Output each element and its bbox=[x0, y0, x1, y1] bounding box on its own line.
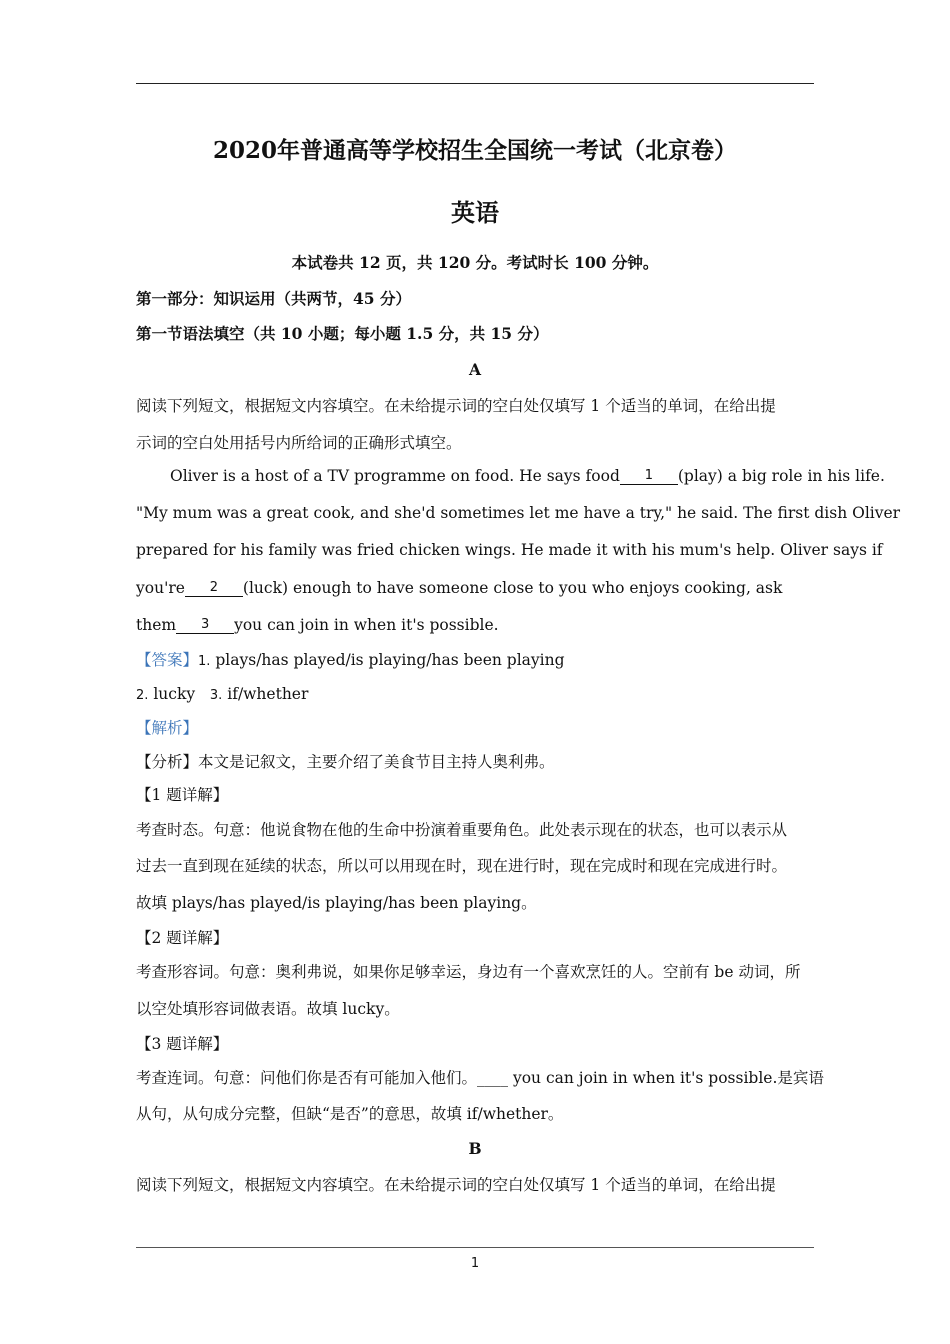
exam-info: 本试卷共 12 页，共 120 分。考试时长 100 分钟。 bbox=[291, 253, 659, 272]
passage-text: you can join in when it's possible. bbox=[234, 616, 499, 634]
answer-2: lucky bbox=[153, 685, 196, 703]
passage-b-label: B bbox=[468, 1139, 482, 1158]
analysis-summary: 【分析】本文是记叙文，主要介绍了美食节目主持人奥利弗。 bbox=[136, 753, 555, 771]
answer-line-1 bbox=[136, 650, 814, 672]
answer-number-3: 3. bbox=[209, 688, 223, 703]
q3-heading: 【3 题详解】 bbox=[136, 1035, 229, 1053]
q1-explanation-2: 过去一直到现在延续的状态，所以可以用现在时，现在进行时，现在完成时和现在完成进行时。 bbox=[136, 857, 788, 875]
analysis-tag: 【解析】 bbox=[136, 719, 199, 737]
passage-a-line-2: "My mum was a great cook, and she'd sometimes let me have a try," he said. The first dish Oliver bbox=[136, 504, 901, 522]
answer-number-2: 2. bbox=[136, 688, 149, 703]
answer-number-1: 1. bbox=[198, 654, 211, 669]
answer-tag: 【答案】 bbox=[136, 651, 199, 669]
passage-b-instruction-1: 阅读下列短文，根据短文内容填空。在未给提示词的空白处仅填写 1 个适当的单词，在给出提 bbox=[136, 1176, 776, 1194]
footer-rule bbox=[136, 1247, 814, 1248]
part-one-heading: 第一部分：知识运用（共两节，45 分） bbox=[136, 289, 411, 308]
blank-3[interactable]: 3 bbox=[176, 617, 234, 634]
answer-line-2 bbox=[136, 684, 814, 706]
q1-heading: 【1 题详解】 bbox=[136, 786, 229, 804]
passage-text: Oliver is a host of a TV programme on food. He says food bbox=[170, 467, 620, 485]
section-heading: 第一节语法填空（共 10 小题；每小题 1.5 分，共 15 分） bbox=[136, 324, 549, 343]
passage-a-line-5 bbox=[136, 615, 814, 635]
q3-explanation-2: 从句，从句成分完整，但缺“是否”的意思，故填 if/whether。 bbox=[136, 1105, 564, 1123]
blank-1[interactable]: 1 bbox=[620, 468, 678, 485]
blank-2[interactable]: 2 bbox=[185, 580, 243, 597]
passage-a-line-4 bbox=[136, 578, 814, 598]
passage-text: them bbox=[136, 616, 177, 634]
exam-title: 2020年普通高等学校招生全国统一考试（北京卷） bbox=[212, 137, 737, 164]
page-number: 1 bbox=[470, 1256, 480, 1271]
passage-a-instruction-1: 阅读下列短文，根据短文内容填空。在未给提示词的空白处仅填写 1 个适当的单词，在给出提 bbox=[136, 397, 776, 415]
answer-1: plays/has played/is playing/has been playing bbox=[215, 651, 565, 669]
passage-a-line-3: prepared for his family was fried chicken wings. He made it with his mum's help. Oliver says if bbox=[136, 541, 883, 559]
q3-explanation-1 bbox=[136, 1068, 824, 1088]
q3-text: 考查连词。句意：问他们你是否有可能加入他们。 bbox=[136, 1069, 478, 1087]
q2-explanation-2: 以空处填形容词做表语。故填 lucky。 bbox=[136, 1000, 400, 1018]
q2-heading: 【2 题详解】 bbox=[136, 929, 229, 947]
passage-text: (luck) enough to have someone close to you who enjoys cooking, ask bbox=[242, 579, 783, 597]
q2-explanation-1: 考查形容词。句意：奥利弗说，如果你足够幸运，身边有一个喜欢烹饪的人。空前有 be 动词，所 bbox=[136, 963, 801, 981]
q3-blank: ____ bbox=[477, 1069, 509, 1087]
subject-title: 英语 bbox=[451, 198, 499, 227]
answer-3: if/whether bbox=[227, 685, 309, 703]
passage-a-instruction-2: 示词的空白处用括号内所给词的正确形式填空。 bbox=[136, 434, 462, 452]
q1-explanation-1: 考查时态。句意：他说食物在他的生命中扮演着重要角色。此处表示现在的状态，也可以表示从 bbox=[136, 821, 788, 839]
top-rule bbox=[136, 83, 814, 84]
passage-text: (play) a big role in his life. bbox=[677, 467, 885, 485]
passage-a-line-1 bbox=[136, 466, 885, 486]
passage-a-label: A bbox=[468, 360, 482, 379]
q3-text: you can join in when it's possible.是宾语 bbox=[508, 1069, 824, 1087]
passage-text: you're bbox=[136, 579, 185, 597]
q1-explanation-3: 故填 plays/has played/is playing/has been playing。 bbox=[136, 894, 537, 912]
